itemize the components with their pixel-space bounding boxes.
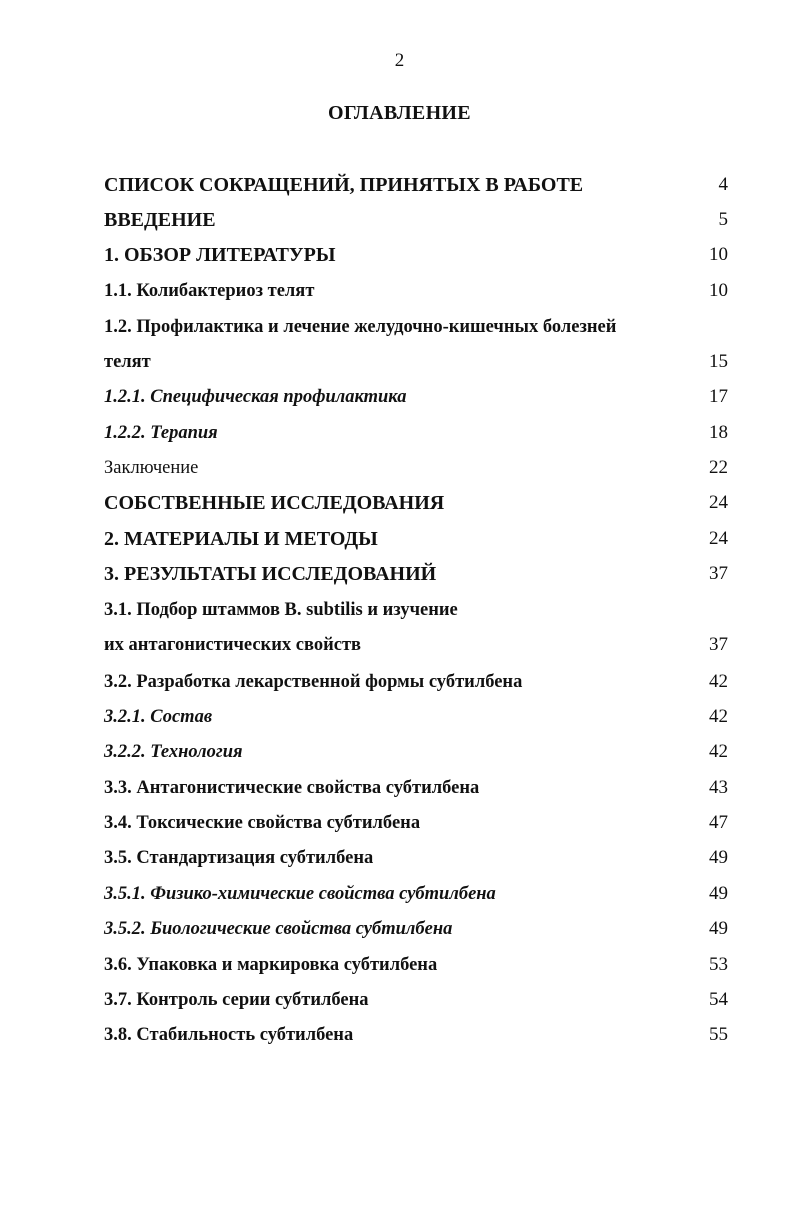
toc-entry-page: 17 xyxy=(709,386,728,407)
toc-entry xyxy=(0,668,799,696)
toc-entry-page: 37 xyxy=(709,634,728,655)
toc-entry xyxy=(0,774,799,802)
toc-entry-page: 54 xyxy=(709,989,728,1010)
toc-entry-text: 3.2.1. Состав xyxy=(104,707,213,727)
toc-entry-page: 5 xyxy=(718,209,728,230)
toc-entry xyxy=(0,241,799,269)
toc-entry-page: 37 xyxy=(709,563,728,584)
toc-entry xyxy=(0,951,799,979)
toc-entry xyxy=(0,277,799,305)
toc-entry xyxy=(0,631,799,659)
toc-entry-page: 43 xyxy=(709,777,728,798)
toc-entry-text: 3.1. Подбор штаммов B. subtilis и изучение xyxy=(104,600,458,620)
toc-entry-text: 2. МАТЕРИАЛЫ И МЕТОДЫ xyxy=(104,528,378,550)
toc-entry xyxy=(0,206,799,234)
toc-entry-text: 1.1. Колибактериоз телят xyxy=(104,281,315,301)
toc-entry-text: 1.2.2. Терапия xyxy=(104,423,218,443)
toc-entry-text: СПИСОК СОКРАЩЕНИЙ, ПРИНЯТЫХ В РАБОТЕ xyxy=(104,174,584,196)
toc-entry-page: 53 xyxy=(709,954,728,975)
toc-entry-page: 55 xyxy=(709,1024,728,1045)
toc-entry xyxy=(0,596,799,624)
toc-entry xyxy=(0,383,799,411)
toc-entry xyxy=(0,809,799,837)
toc-entry-page: 10 xyxy=(709,244,728,265)
page-number: 2 xyxy=(394,50,405,71)
toc-entry-text: 3.5.1. Физико-химические свойства субтилбена xyxy=(104,884,496,904)
toc-entry-text: 1.2.1. Специфическая профилактика xyxy=(104,387,407,407)
toc-entry-text: 3.5. Стандартизация субтилбена xyxy=(104,848,374,868)
toc-entry xyxy=(0,313,799,341)
toc-entry-page: 49 xyxy=(709,847,728,868)
toc-entry-text: 1. ОБЗОР ЛИТЕРАТУРЫ xyxy=(104,244,336,266)
toc-entry-text: 3.4. Токсические свойства субтилбена xyxy=(104,813,421,833)
toc-entry xyxy=(0,915,799,943)
toc-entry-page: 15 xyxy=(709,351,728,372)
toc-entry-page: 42 xyxy=(709,741,728,762)
toc-entry xyxy=(0,560,799,588)
toc-entry xyxy=(0,844,799,872)
toc-title: ОГЛАВЛЕНИЕ xyxy=(328,102,471,124)
toc-entry-page: 10 xyxy=(709,280,728,301)
toc-entry-text: 3.7. Контроль серии субтилбена xyxy=(104,990,369,1010)
toc-entry xyxy=(0,454,799,482)
toc-entry-text: 3.5.2. Биологические свойства субтилбена xyxy=(104,919,453,939)
toc-entry xyxy=(0,738,799,766)
toc-entry-text: Заключение xyxy=(104,458,199,478)
toc-entry-text: их антагонистических свойств xyxy=(104,635,362,655)
toc-entry-text: 3. РЕЗУЛЬТАТЫ ИССЛЕДОВАНИЙ xyxy=(104,563,437,585)
toc-entry-text: 3.2. Разработка лекарственной формы субтилбена xyxy=(104,672,523,692)
toc-entry-page: 4 xyxy=(718,174,728,195)
toc-entry xyxy=(0,348,799,376)
toc-entry-page: 18 xyxy=(709,422,728,443)
toc-entry xyxy=(0,703,799,731)
toc-entry xyxy=(0,525,799,553)
toc-entry-page: 49 xyxy=(709,918,728,939)
toc-entry-page: 42 xyxy=(709,706,728,727)
toc-entry-text: 3.3. Антагонистические свойства субтилбена xyxy=(104,778,480,798)
toc-entry xyxy=(0,986,799,1014)
toc-entry-page: 49 xyxy=(709,883,728,904)
toc-entry xyxy=(0,880,799,908)
toc-entry-text: 3.2.2. Технология xyxy=(104,742,243,762)
toc-entry xyxy=(0,489,799,517)
toc-entry-page: 42 xyxy=(709,671,728,692)
toc-entry-text: СОБСТВЕННЫЕ ИССЛЕДОВАНИЯ xyxy=(104,492,445,514)
toc-entry-page: 22 xyxy=(709,457,728,478)
toc-entry-text: телят xyxy=(104,352,151,372)
toc-entry xyxy=(0,1021,799,1049)
toc-entry-page: 47 xyxy=(709,812,728,833)
toc-entry-text: ВВЕДЕНИЕ xyxy=(104,209,216,231)
toc-entry xyxy=(0,419,799,447)
toc-entry-text: 3.8. Стабильность субтилбена xyxy=(104,1025,354,1045)
toc-entry-text: 1.2. Профилактика и лечение желудочно-кишечных болезней xyxy=(104,317,617,337)
toc-entry-page: 24 xyxy=(709,528,728,549)
toc-entry xyxy=(0,171,799,199)
toc-entry-page: 24 xyxy=(709,492,728,513)
toc-entry-text: 3.6. Упаковка и маркировка субтилбена xyxy=(104,955,438,975)
